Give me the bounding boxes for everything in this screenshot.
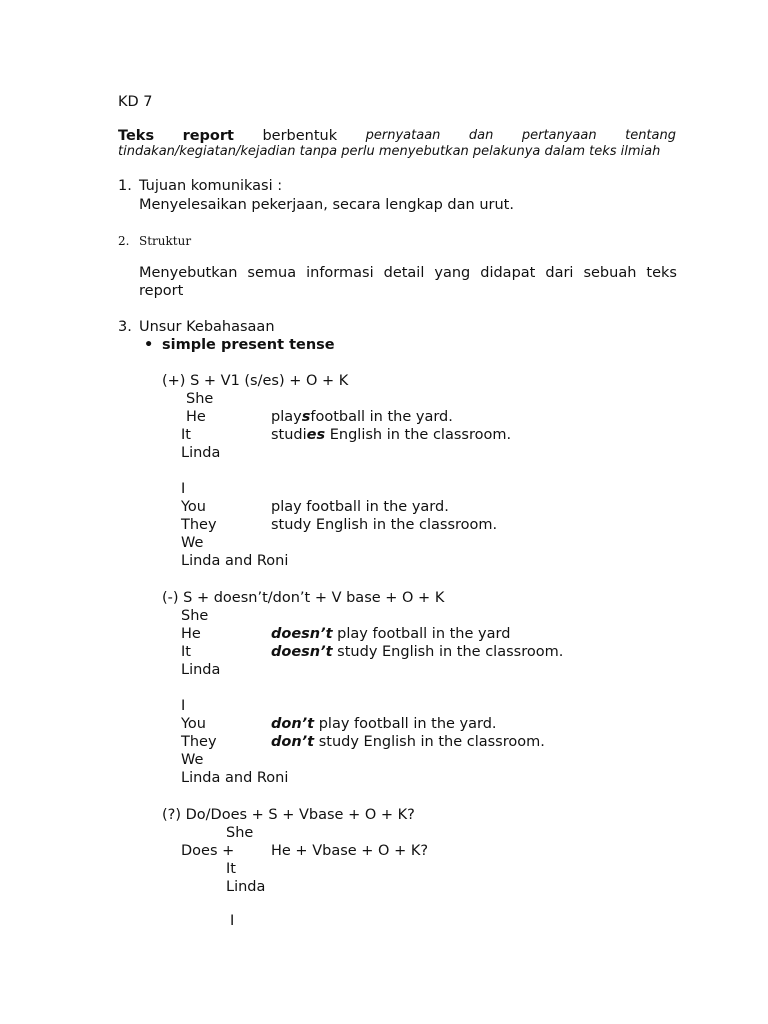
emphasis: doesn’t <box>271 626 333 642</box>
item-2-paragraph <box>139 264 677 300</box>
word: sebuah <box>583 265 637 281</box>
intro-word: berbentuk <box>262 128 338 144</box>
subject: We <box>181 752 204 768</box>
text: studi <box>271 427 307 443</box>
item-1-text: Menyelesaikan pekerjaan, secara lengkap dan urut. <box>139 197 514 213</box>
example-line <box>271 733 545 751</box>
word: Menyebutkan <box>139 265 238 281</box>
subject: We <box>181 535 204 551</box>
emphasis: es <box>306 427 326 443</box>
text: English in the classroom. <box>325 427 512 443</box>
subject: I <box>181 698 186 714</box>
word: detail <box>383 265 425 281</box>
intro-bold-report: report <box>182 128 234 144</box>
positive-formula: (+) S + V1 (s/es) + O + K <box>162 373 349 389</box>
subject: Linda <box>181 662 221 678</box>
does-label: Does + <box>181 843 235 859</box>
example-line <box>271 625 510 643</box>
subject: She <box>186 391 214 407</box>
subject: Linda and Roni <box>181 553 289 569</box>
word: yang <box>434 265 471 281</box>
bullet-text: simple present tense <box>162 337 335 353</box>
subject: She <box>181 608 209 624</box>
word: semua <box>247 265 297 281</box>
emphasis: don’t <box>271 734 315 750</box>
text: play football in the yard <box>332 626 511 642</box>
intro-bold-teks: Teks <box>118 128 155 144</box>
word: dari <box>545 265 574 281</box>
text: study English in the classroom. <box>332 644 564 660</box>
subject: It <box>226 861 236 877</box>
item-2-number: 2. <box>118 234 130 248</box>
text: play <box>271 409 302 425</box>
subject: They <box>181 517 217 533</box>
text: football in the yard. <box>310 409 453 425</box>
text: play football in the yard. <box>314 716 497 732</box>
word: informasi <box>306 265 374 281</box>
intro-italic-word: dan <box>468 128 494 143</box>
subject: She <box>226 825 254 841</box>
emphasis: doesn’t <box>271 644 333 660</box>
word: teks <box>646 265 677 281</box>
example-line <box>271 643 563 661</box>
item-1-title: Tujuan komunikasi : <box>139 178 283 194</box>
example-line <box>271 408 453 426</box>
example-line: study English in the classroom. <box>271 517 498 533</box>
word: didapat <box>480 265 536 281</box>
emphasis: don’t <box>271 716 315 732</box>
question-formula: (?) Do/Does + S + Vbase + O + K? <box>162 807 415 823</box>
intro-line-2: tindakan/kegiatan/kejadian tanpa perlu menyebutkan pelakunya dalam teks ilmiah <box>118 144 661 159</box>
subject: They <box>181 734 217 750</box>
intro-italic-word: pernyataan <box>365 128 441 143</box>
item-3-number: 3. <box>118 319 132 335</box>
example-line <box>271 715 497 733</box>
item-3-title: Unsur Kebahasaan <box>139 319 275 335</box>
emphasis: s <box>301 409 311 425</box>
item-2-title: Struktur <box>139 234 192 248</box>
subject: I <box>181 481 186 497</box>
intro-italic-word: pertanyaan <box>521 128 597 143</box>
question-rest: He + Vbase + O + K? <box>271 843 429 859</box>
text: study English in the classroom. <box>314 734 545 750</box>
subject: Linda and Roni <box>181 770 289 786</box>
bullet-icon: • <box>144 337 154 353</box>
subject: He <box>186 409 206 425</box>
subject: I <box>230 913 235 929</box>
subject: Linda <box>226 879 266 895</box>
example-line <box>271 426 511 444</box>
item-1-number: 1. <box>118 178 132 194</box>
subject: He <box>181 626 201 642</box>
subject: You <box>181 499 206 515</box>
item-2-line-1 <box>139 264 677 282</box>
example-line: play football in the yard. <box>271 499 449 515</box>
subject: It <box>181 644 191 660</box>
intro-italic-word: tentang <box>625 128 676 143</box>
subject: It <box>181 427 191 443</box>
item-2-line-2: report <box>139 283 184 299</box>
subject: You <box>181 716 206 732</box>
negative-formula: (-) S + doesn’t/don’t + V base + O + K <box>162 590 445 606</box>
subject: Linda <box>181 445 221 461</box>
heading: KD 7 <box>118 94 153 110</box>
intro-paragraph <box>118 127 676 161</box>
